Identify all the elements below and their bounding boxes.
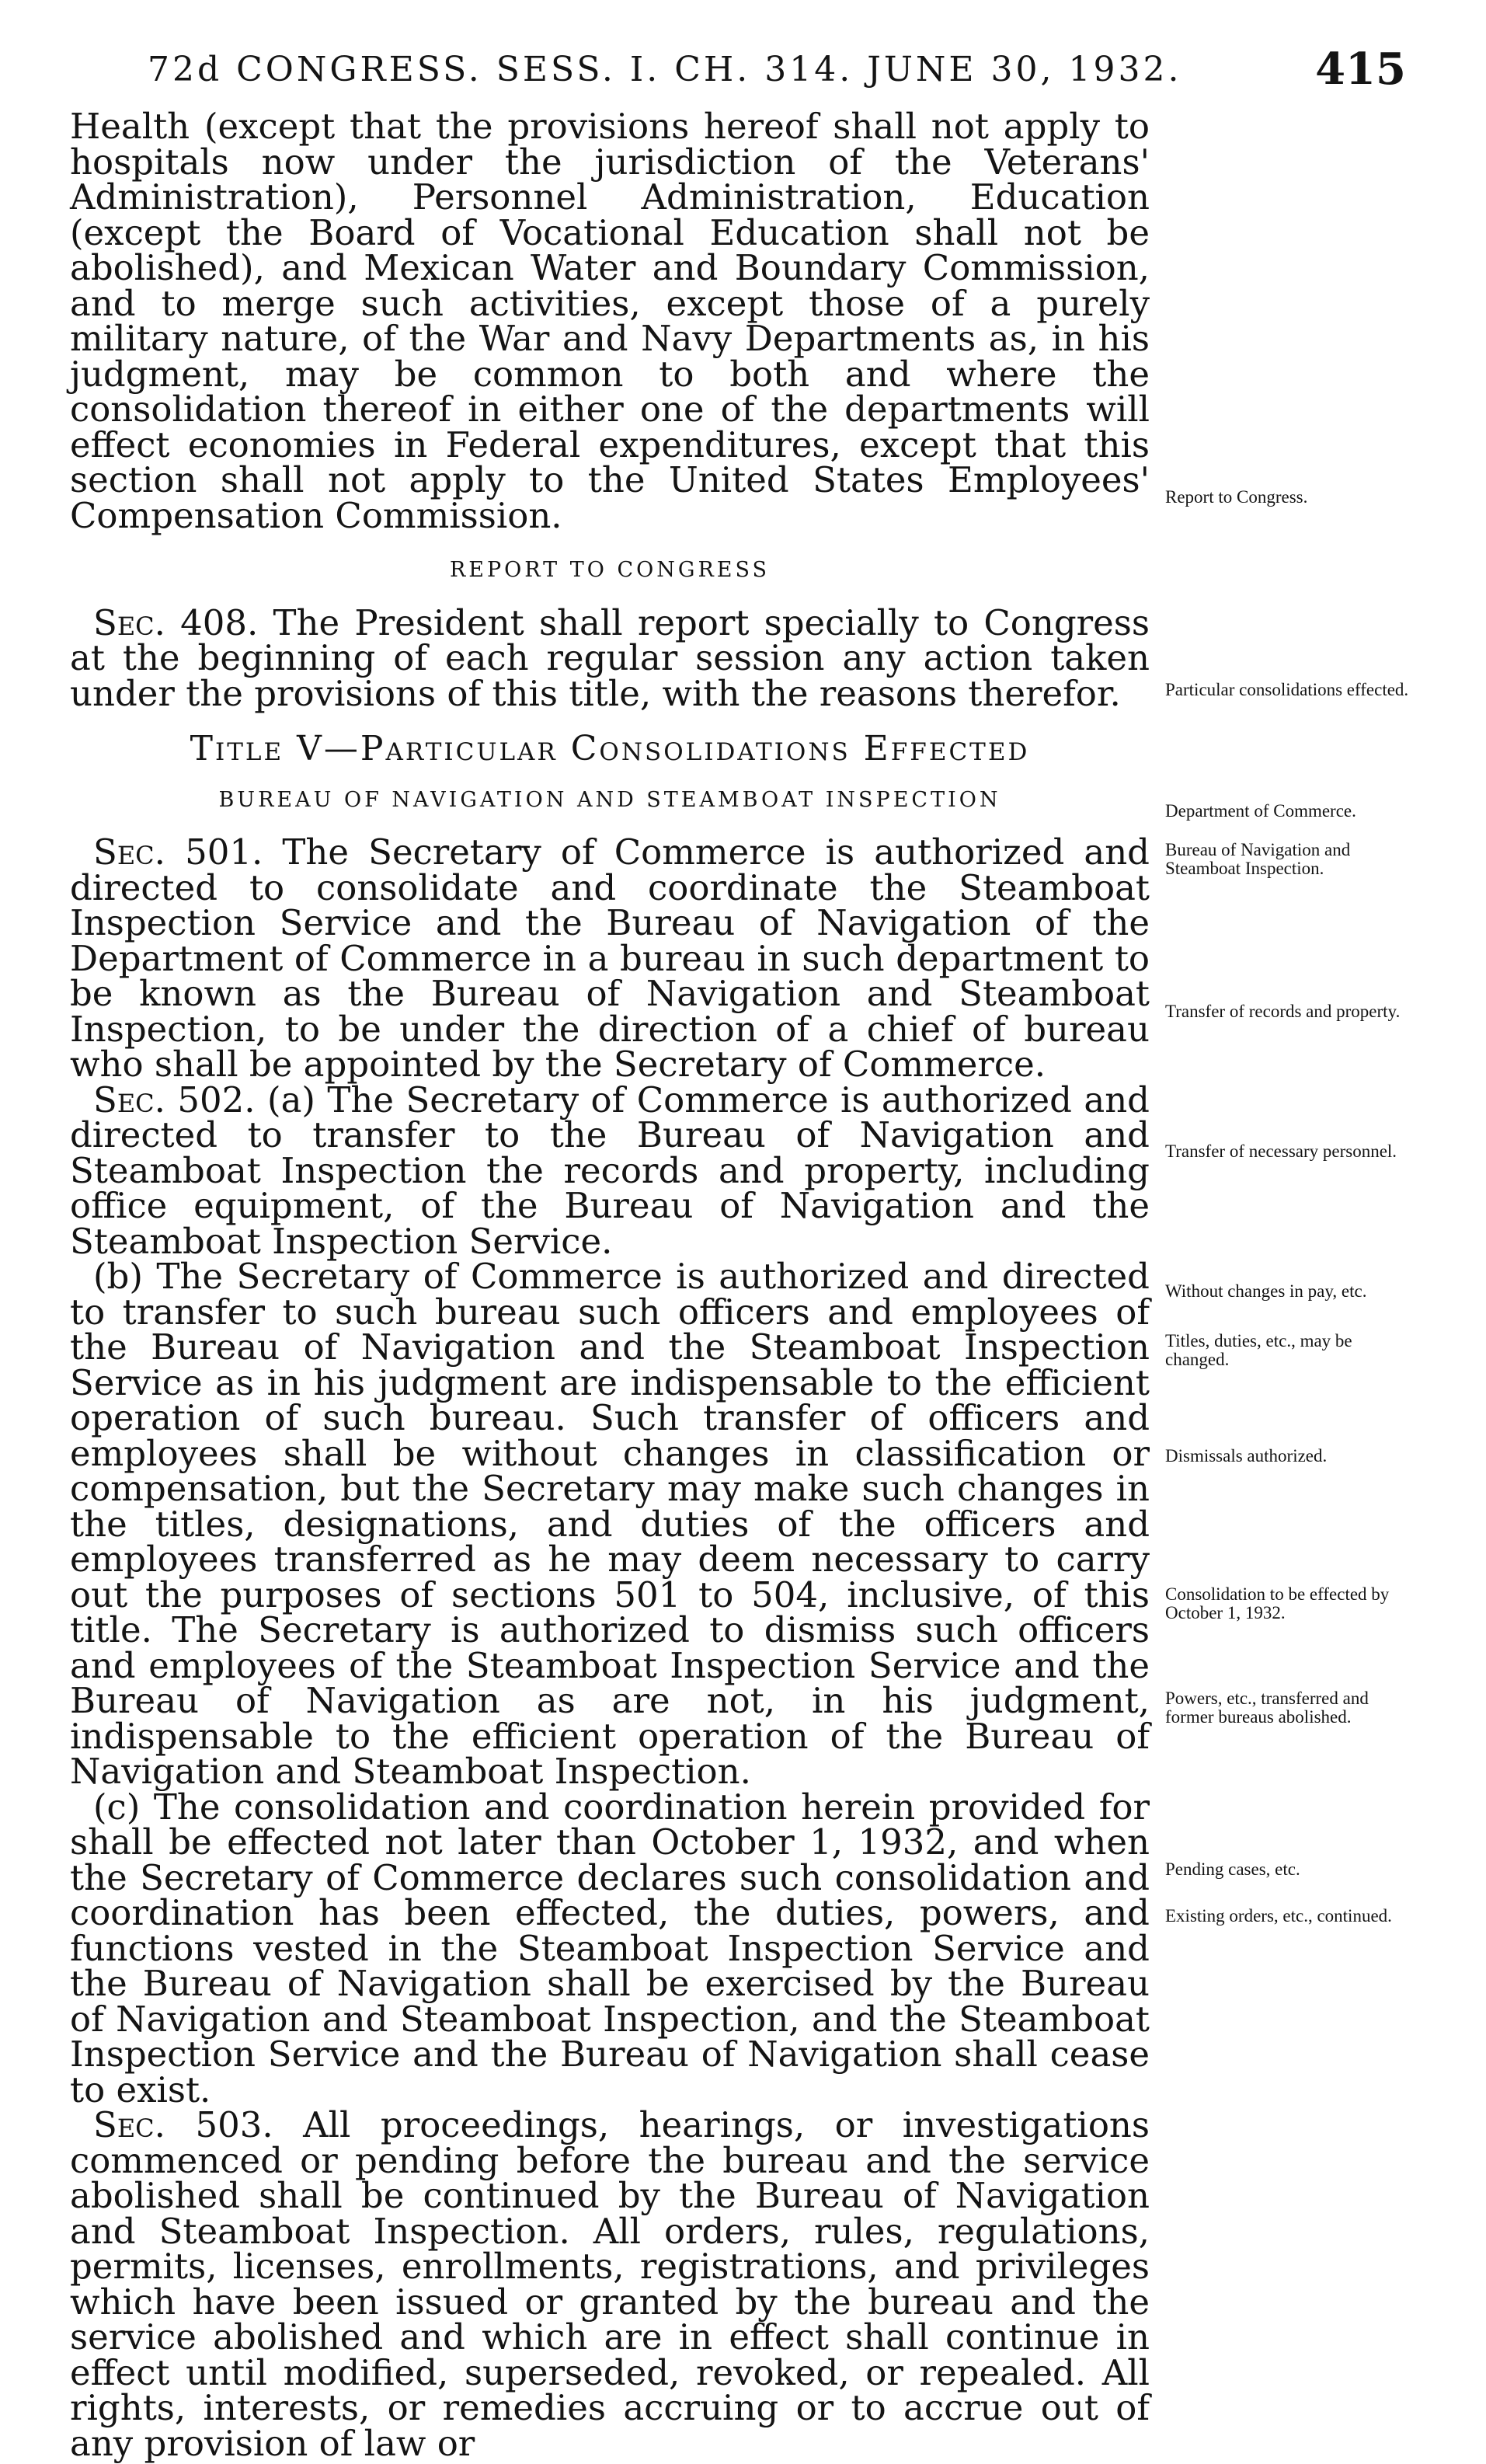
margin-note-transfer-records: Transfer of records and property.: [1165, 1002, 1401, 1021]
section-label-408: Sec. 408.: [93, 601, 259, 643]
heading-bureau-navigation: BUREAU OF NAVIGATION AND STEAMBOAT INSPECTION: [218, 787, 1001, 812]
margin-note-transfer-personnel: Transfer of necessary personnel.: [1165, 1141, 1397, 1161]
margin-note-pending: Pending cases, etc.: [1165, 1859, 1300, 1879]
margin-note-existing-orders: Existing orders, etc., continued.: [1165, 1906, 1392, 1926]
margin-note-report: Report to Congress.: [1165, 487, 1308, 507]
paragraph-sec-502a: [70, 1079, 1150, 1262]
paragraph-sec-408: [70, 601, 1150, 714]
running-title: 72d CONGRESS. SESS. I. CH. 314. JUNE 30, 1932.: [148, 50, 1182, 89]
section-label-502: Sec. 502.: [93, 1079, 256, 1120]
heading-report-to-congress: REPORT TO CONGRESS: [449, 558, 771, 582]
margin-note-consolidation-date: Consolidation to be effected by October 1, 1932.: [1165, 1584, 1390, 1622]
section-label-501: Sec. 501.: [93, 831, 263, 873]
running-head: [70, 39, 1406, 101]
body-text: [70, 106, 1150, 2464]
margin-note-dept-commerce: Department of Commerce.: [1165, 801, 1356, 821]
paragraph-continued: Health (except that the provisions hereof shall not apply to hospitals now under the jurisdiction of the Veterans' Administration), Personnel Administration, Education (except the Board of Vocational Education shall not be abolished), and Mexican Water and Boundary Commission, and to merge such activities, except those of a purely military nature, of the War and Navy Departments as, in his judgment, may be common to both and where the consolidation thereof in either one of the departments will effect economies in Federal expenditures, except that this section shall not apply to the United States Employees' Compensation Commission.: [70, 106, 1150, 536]
section-text-501: The Secretary of Commerce is authorized and directed to consolidate and coordinate the Steamboat Inspection Service and the Bureau of Navigation of the Department of Commerce in a bureau in such department to be known as the Bureau of Navigation and Steamboat Inspection, to be under the direction of a chief of bureau who shall be appointed by the Secretary of Commerce.: [70, 831, 1150, 1085]
margin-note-without-changes: Without changes in pay, etc.: [1165, 1281, 1367, 1301]
title-v-heading: Title V—Particular Consolidations Effected: [190, 729, 1030, 768]
paragraph-sec-502c: (c) The consolidation and coordination herein provided for shall be effected not later than October 1, 1932, and when the Secretary of Commerce declares such consolidation and coordination has been effected, the duties, powers, and functions vested in the Steamboat Inspection Service and the Bureau of Navigation shall be exercised by the Bureau of Navigation and Steamboat Inspection, and the Steamboat Inspection Service and the Bureau of Navigation shall cease to exist.: [70, 1786, 1150, 2110]
margin-note-powers: Powers, etc., transferred and former bureaus abolished.: [1165, 1689, 1369, 1727]
section-text-502a: (a) The Secretary of Commerce is authorized and directed to transfer to the Bureau of Navigation and Steamboat Inspection the records and property, including office equipment, of the Bureau of Navigation and the Steamboat Inspection Service.: [70, 1079, 1150, 1262]
margin-note-particular: Particular consolidations effected.: [1165, 680, 1409, 699]
paragraph-sec-502b: (b) The Secretary of Commerce is authorized and directed to transfer to such bureau such officers and employees of the Bureau of Navigation and the Steamboat Inspection Service as in his judgment are indispensable to the efficient operation of such bureau. Such transfer of officers and employees shall be without changes in classification or compensation, but the Secretary may make such changes in the titles, designations, and duties of the officers and employees transferred as he may deem necessary to carry out the purposes of sections 501 to 504, inclusive, of this title. The Secretary is authorized to dismiss such officers and employees of the Steamboat Inspection Service and the Bureau of Navigation as are not, in his judgment, indispensable to the efficient operation of the Bureau of Navigation and Steamboat Inspection.: [70, 1256, 1150, 1792]
section-text-408: The President shall report specially to Congress at the beginning of each regular session any action taken under the provisions of this title, with the reasons therefor.: [70, 601, 1150, 714]
margin-note-bureau-navigation: Bureau of Navigation and Steamboat Inspection.: [1165, 840, 1351, 878]
paragraph-sec-503: [70, 2104, 1150, 2464]
margin-note-dismissals: Dismissals authorized.: [1165, 1446, 1328, 1466]
section-label-503: Sec. 503.: [93, 2104, 273, 2145]
page-number: 415: [1315, 44, 1406, 95]
paragraph-sec-501: [70, 831, 1150, 1085]
margin-note-titles-duties: Titles, duties, etc., may be changed.: [1165, 1331, 1352, 1369]
section-text-503: All proceedings, hearings, or investigations commenced or pending before the bureau and the service abolished shall be continued by the Bureau of Navigation and Steamboat Inspection. All orders, rules, regulations, permits, licenses, enrollments, registrations, and privileges which have been issued or granted by the bureau and the service abolished and which are in effect shall continue in effect until modified, superseded, revoked, or repealed. All rights, interests, or remedies accruing or to accrue out of any provision of law or: [70, 2104, 1150, 2464]
